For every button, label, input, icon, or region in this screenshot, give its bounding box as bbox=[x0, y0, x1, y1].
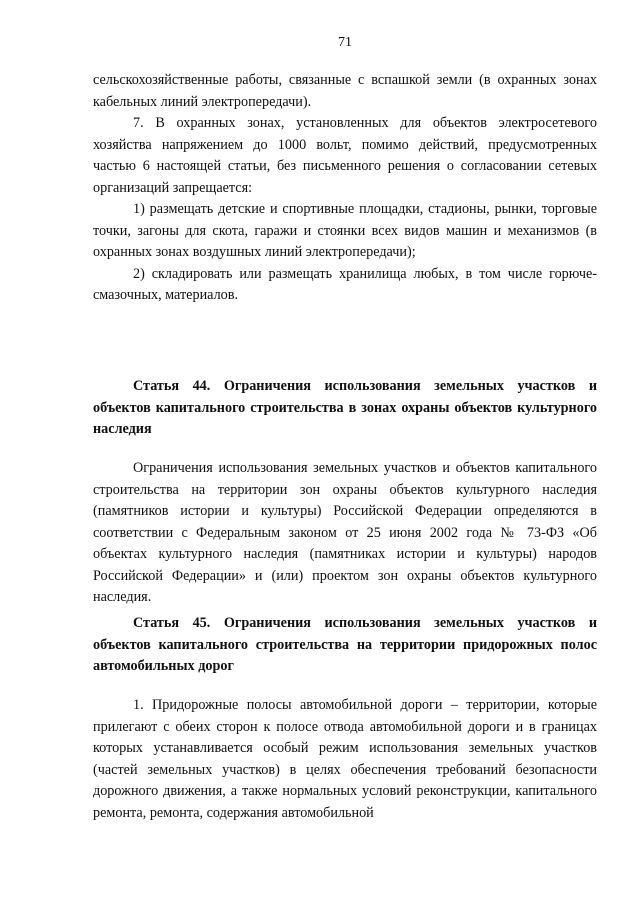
article-45-heading: Статья 45. Ограничения использования земельных участков и объектов капитального строительства на территории придорожных полос автомобильных дорог bbox=[93, 615, 597, 674]
continuation-paragraph: сельскохозяйственные работы, связанные с вспашкой земли (в охранных зонах кабельных линий электропередачи). bbox=[93, 72, 597, 110]
article-44-body-block bbox=[93, 458, 597, 609]
article-44-heading: Статья 44. Ограничения использования земельных участков и объектов капитального строительства в зонах охраны объектов культурного наследия bbox=[93, 378, 597, 437]
item-7-2-paragraph: 2) складировать или размещать хранилища любых, в том числе горюче-смазочных, материалов. bbox=[93, 265, 597, 303]
top-section bbox=[93, 70, 597, 307]
article-45 bbox=[93, 613, 597, 678]
article-45-body-block bbox=[93, 695, 597, 824]
item-7-paragraph: 7. В охранных зонах, установленных для объектов электросетевого хозяйства напряжением до 1000 вольт, помимо действий, предусмотренных частью 6 настоящей статьи, без письменного решения о согласовании сетевых организаций запрещается: bbox=[93, 115, 597, 196]
article-45-body: 1. Придорожные полосы автомобильной дороги – территории, которые прилегают с обеих сторон к полосе отвода автомобильной дороги и в границах которых устанавливается особый режим использования земельных участков (частей земельных участков) в целях обеспечения требований безопасности дорожного движения, а также нормальных условий реконструкции, капитального ремонта, ремонта, содержания автомобильной bbox=[93, 697, 597, 821]
page-number: 71 bbox=[338, 35, 352, 50]
item-7-1-paragraph: 1) размещать детские и спортивные площадки, стадионы, рынки, торговые точки, загоны для скота, гаражи и стоянки всех видов машин и механизмов (в охранных зонах воздушных линий электропередачи); bbox=[93, 201, 597, 260]
article-44 bbox=[93, 376, 597, 441]
article-44-body: Ограничения использования земельных участков и объектов капитального строительства на территории зон охраны объектов культурного наследия (памятников истории и культуры) Российской Федерации определяются в соответствии с Федеральным законом от 25 июня 2002 года № 73-ФЗ «Об объектах культурного наследия (памятниках истории и культуры) народов Российской Федерации» и (или) проектом зон охраны объектов культурного наследия. bbox=[93, 460, 597, 605]
